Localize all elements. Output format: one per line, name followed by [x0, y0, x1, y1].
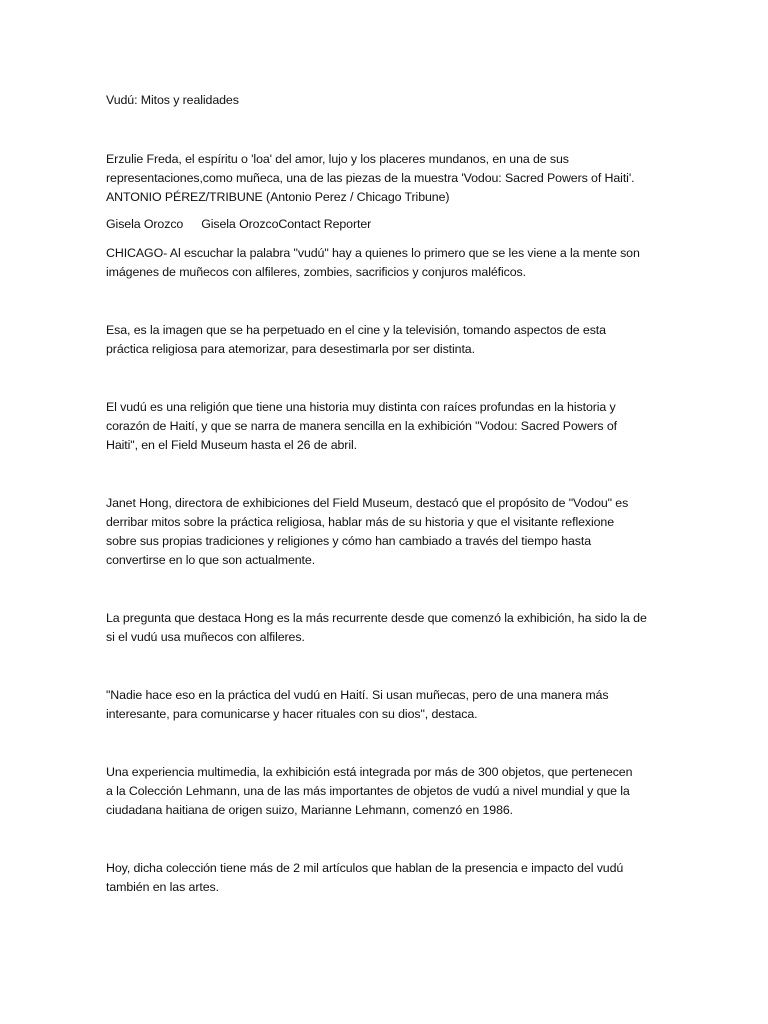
caption-line: Erzulie Freda, el espíritu o 'loa' del amor, lujo y los placeres mundanos, en una de sus: [106, 152, 569, 166]
paragraph-line: sobre sus propias tradiciones y religiones y cómo han cambiado a través del tiempo hasta: [106, 534, 592, 548]
paragraph-line: Janet Hong, directora de exhibiciones del Field Museum, destacó que el propósito de "Vodou" es: [106, 496, 629, 510]
paragraph-line: si el vudú usa muñecos con alfileres.: [106, 630, 305, 644]
byline-contact: Gisela OrozcoContact Reporter: [201, 217, 372, 231]
document-title: Vudú: Mitos y realidades: [106, 93, 239, 107]
paragraph-line: El vudú es una religión que tiene una historia muy distinta con raíces profundas en la historia y: [106, 400, 616, 414]
byline-author: Gisela Orozco: [106, 217, 184, 231]
paragraph-line: derribar mitos sobre la práctica religiosa, hablar más de su historia y que el visitante reflexione: [106, 515, 615, 529]
paragraph-line: convertirse en lo que son actualmente.: [106, 553, 316, 567]
byline: [106, 215, 686, 234]
paragraph-line: también en las artes.: [106, 880, 219, 894]
caption-line: ANTONIO PÉREZ/TRIBUNE (Antonio Perez / Chicago Tribune): [106, 190, 450, 204]
paragraph-line: Esa, es la imagen que se ha perpetuado en el cine y la televisión, tomando aspectos de esta: [106, 323, 606, 337]
paragraph-line: a la Colección Lehmann, una de las más importantes de objetos de vudú a nivel mundial y que la: [106, 784, 630, 798]
paragraph-line: imágenes de muñecos con alfileres, zombies, sacrificios y conjuros maléficos.: [106, 265, 526, 279]
paragraph-line: CHICAGO- Al escuchar la palabra "vudú" hay a quienes lo primero que se les viene a la mente son: [106, 246, 640, 260]
caption-line: representaciones,como muñeca, una de las piezas de la muestra 'Vodou: Sacred Powers of Haiti'.: [106, 171, 635, 185]
paragraph-line: Hoy, dicha colección tiene más de 2 mil artículos que hablan de la presencia e impacto del vudú: [106, 861, 624, 875]
paragraph-line: corazón de Haití, y que se narra de manera sencilla en la exhibición "Vodou: Sacred Powers of: [106, 419, 617, 433]
paragraph-line: "Nadie hace eso en la práctica del vudú en Haití. Si usan muñecas, pero de una manera más: [106, 688, 609, 702]
paragraph-line: Haiti", en el Field Museum hasta el 26 de abril.: [106, 438, 357, 452]
paragraph-line: Una experiencia multimedia, la exhibición está integrada por más de 300 objetos, que pertenecen: [106, 765, 633, 779]
paragraph-line: práctica religiosa para atemorizar, para desestimarla por ser distinta.: [106, 342, 475, 356]
paragraph-line: La pregunta que destaca Hong es la más recurrente desde que comenzó la exhibición, ha sido la de: [106, 611, 647, 625]
paragraph-line: interesante, para comunicarse y hacer rituales con su dios", destaca.: [106, 707, 478, 721]
paragraph-line: ciudadana haitiana de origen suizo, Marianne Lehmann, comenzó en 1986.: [106, 803, 513, 817]
